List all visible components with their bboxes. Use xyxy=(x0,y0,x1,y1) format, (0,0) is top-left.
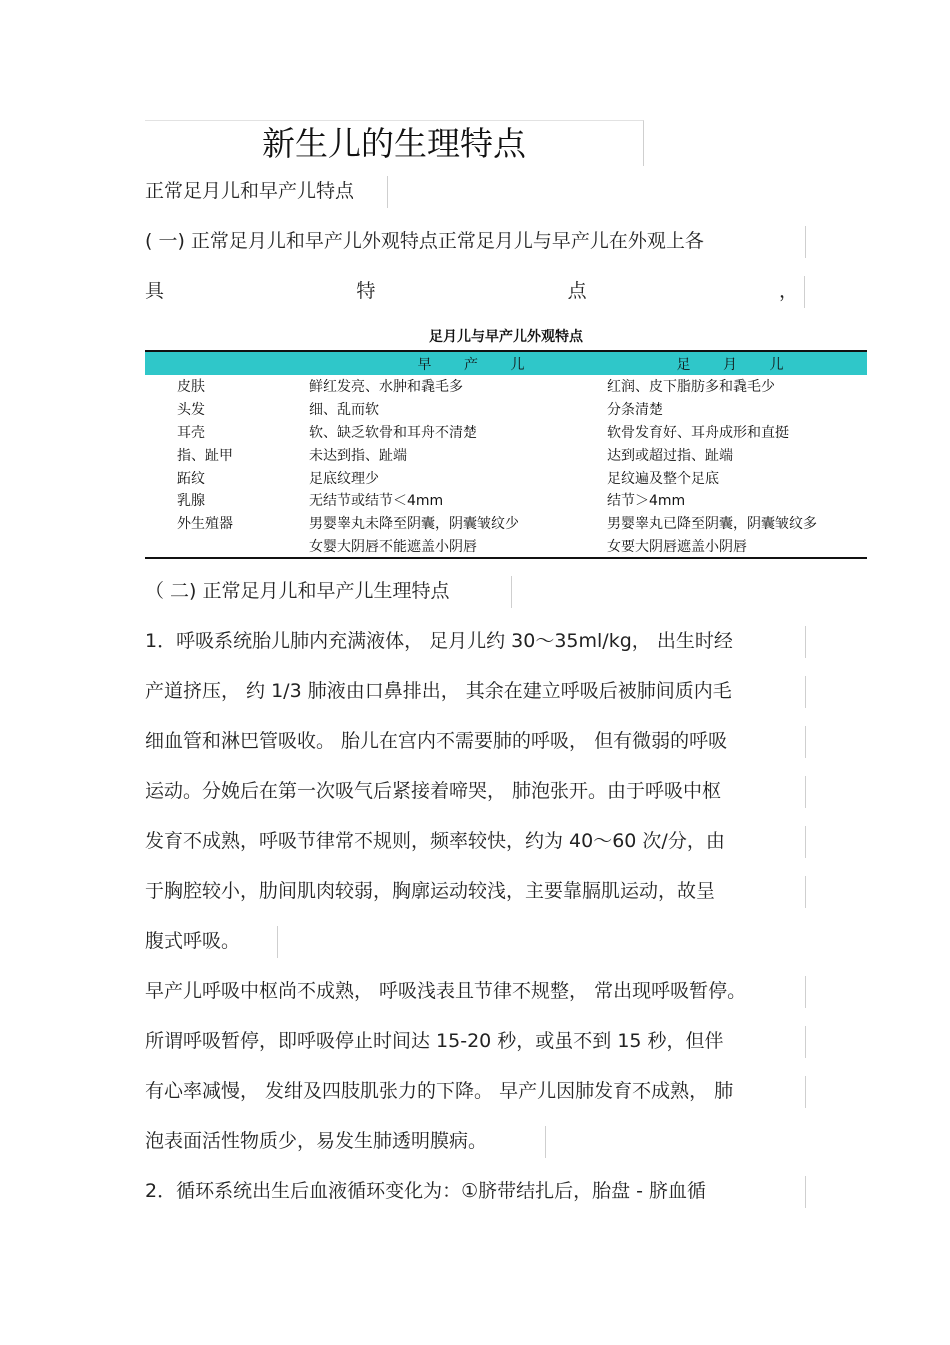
header-preterm: 早 产 儿 xyxy=(309,351,607,375)
cell-feature: 耳壳 xyxy=(177,424,205,441)
heading-normal-term-preterm: 正常足月儿和早产儿特点 xyxy=(145,176,388,208)
cell-preterm: 无结节或结节＜4mm xyxy=(309,493,444,510)
cell-feature xyxy=(145,535,309,559)
cell-term: 达到或超过指、趾端 xyxy=(607,447,733,464)
para1-line-2: 产道挤压， 约 1/3 肺液由口鼻排出， 其余在建立呼吸后被肺间质内毛 xyxy=(145,676,806,708)
cell-term: 分条清楚 xyxy=(607,402,663,419)
word-2: 特 xyxy=(356,280,376,302)
cell-term: 结节＞4mm xyxy=(607,493,686,510)
para2-line-4: 泡表面活性物质少，易发生肺透明膜病。 xyxy=(145,1126,546,1158)
cell-feature: 皮肤 xyxy=(177,379,205,396)
table-row xyxy=(145,466,867,489)
table-row xyxy=(145,535,867,559)
appearance-comparison-table xyxy=(145,350,867,559)
section-heading-continuation xyxy=(145,276,805,308)
page-title: 新生儿的生理特点 xyxy=(145,120,644,166)
section-heading-appearance: ( 一) 正常足月儿和早产儿外观特点正常足月儿与早产儿在外观上各 xyxy=(145,226,806,258)
section-heading-physiology: （ 二) 正常足月儿和早产儿生理特点 xyxy=(145,576,512,608)
cell-term: 红润、皮下脂肪多和毳毛少 xyxy=(607,379,775,396)
cell-preterm: 女婴大阴唇不能遮盖小阴唇 xyxy=(309,535,607,559)
header-feature xyxy=(145,351,309,375)
cell-preterm: 足底纹理少 xyxy=(309,470,379,487)
cell-term: 足纹遍及整个足底 xyxy=(607,470,719,487)
cell-feature: 头发 xyxy=(177,402,205,419)
cell-feature: 指、趾甲 xyxy=(177,447,233,464)
cell-preterm: 软、缺乏软骨和耳舟不清楚 xyxy=(309,424,477,441)
para2-line-3: 有心率减慢， 发绀及四肢肌张力的下降。 早产儿因肺发育不成熟， 肺 xyxy=(145,1076,806,1108)
cell-term: 男婴睾丸已降至阴囊，阴囊皱纹多 xyxy=(607,516,817,533)
table-row xyxy=(145,398,867,421)
table-row xyxy=(145,443,867,466)
word-3: 点 xyxy=(567,280,587,302)
cell-term: 女要大阴唇遮盖小阴唇 xyxy=(607,535,867,559)
cell-preterm: 男婴睾丸未降至阴囊，阴囊皱纹少 xyxy=(309,516,519,533)
cell-preterm: 鲜红发亮、水肿和毳毛多 xyxy=(309,379,463,396)
table-header-row xyxy=(145,351,867,375)
table-row xyxy=(145,512,867,535)
header-term: 足 月 儿 xyxy=(607,351,867,375)
cell-preterm: 细、乱而软 xyxy=(309,402,379,419)
cell-preterm: 未达到指、趾端 xyxy=(309,447,407,464)
cell-feature: 跖纹 xyxy=(177,470,205,487)
table-row xyxy=(145,489,867,512)
word-4: ， xyxy=(778,280,798,302)
word-1: 具 xyxy=(145,280,165,302)
para2-line-1: 早产儿呼吸中枢尚不成熟， 呼吸浅表且节律不规整， 常出现呼吸暂停。 xyxy=(145,976,806,1008)
cell-feature: 外生殖器 xyxy=(177,516,233,533)
para1-line-5: 发育不成熟，呼吸节律常不规则，频率较快，约为 40～60 次/分，由 xyxy=(145,826,806,858)
cell-term: 软骨发育好、耳舟成形和直挺 xyxy=(607,424,789,441)
para1-line-3: 细血管和淋巴管吸收。 胎儿在宫内不需要肺的呼吸， 但有微弱的呼吸 xyxy=(145,726,806,758)
cell-feature: 乳腺 xyxy=(177,493,205,510)
table-row xyxy=(145,421,867,444)
para1-line-6: 于胸腔较小，肋间肌肉较弱，胸廓运动较浅，主要靠膈肌运动，故呈 xyxy=(145,876,806,908)
para2-line-2: 所谓呼吸暂停，即呼吸停止时间达 15-20 秒，或虽不到 15 秒，但伴 xyxy=(145,1026,806,1058)
table-row xyxy=(145,375,867,398)
para1-line-4: 运动。分娩后在第一次吸气后紧接着啼哭， 肺泡张开。由于呼吸中枢 xyxy=(145,776,806,808)
table-title: 足月儿与早产儿外观特点 xyxy=(429,329,583,345)
para1-line-7: 腹式呼吸。 xyxy=(145,926,278,958)
para3-line-1: 2．循环系统出生后血液循环变化为：①脐带结扎后，胎盘 - 脐血循 xyxy=(145,1176,806,1208)
para1-line-1: 1．呼吸系统胎儿肺内充满液体， 足月儿约 30～35ml/kg， 出生时经 xyxy=(145,626,806,658)
